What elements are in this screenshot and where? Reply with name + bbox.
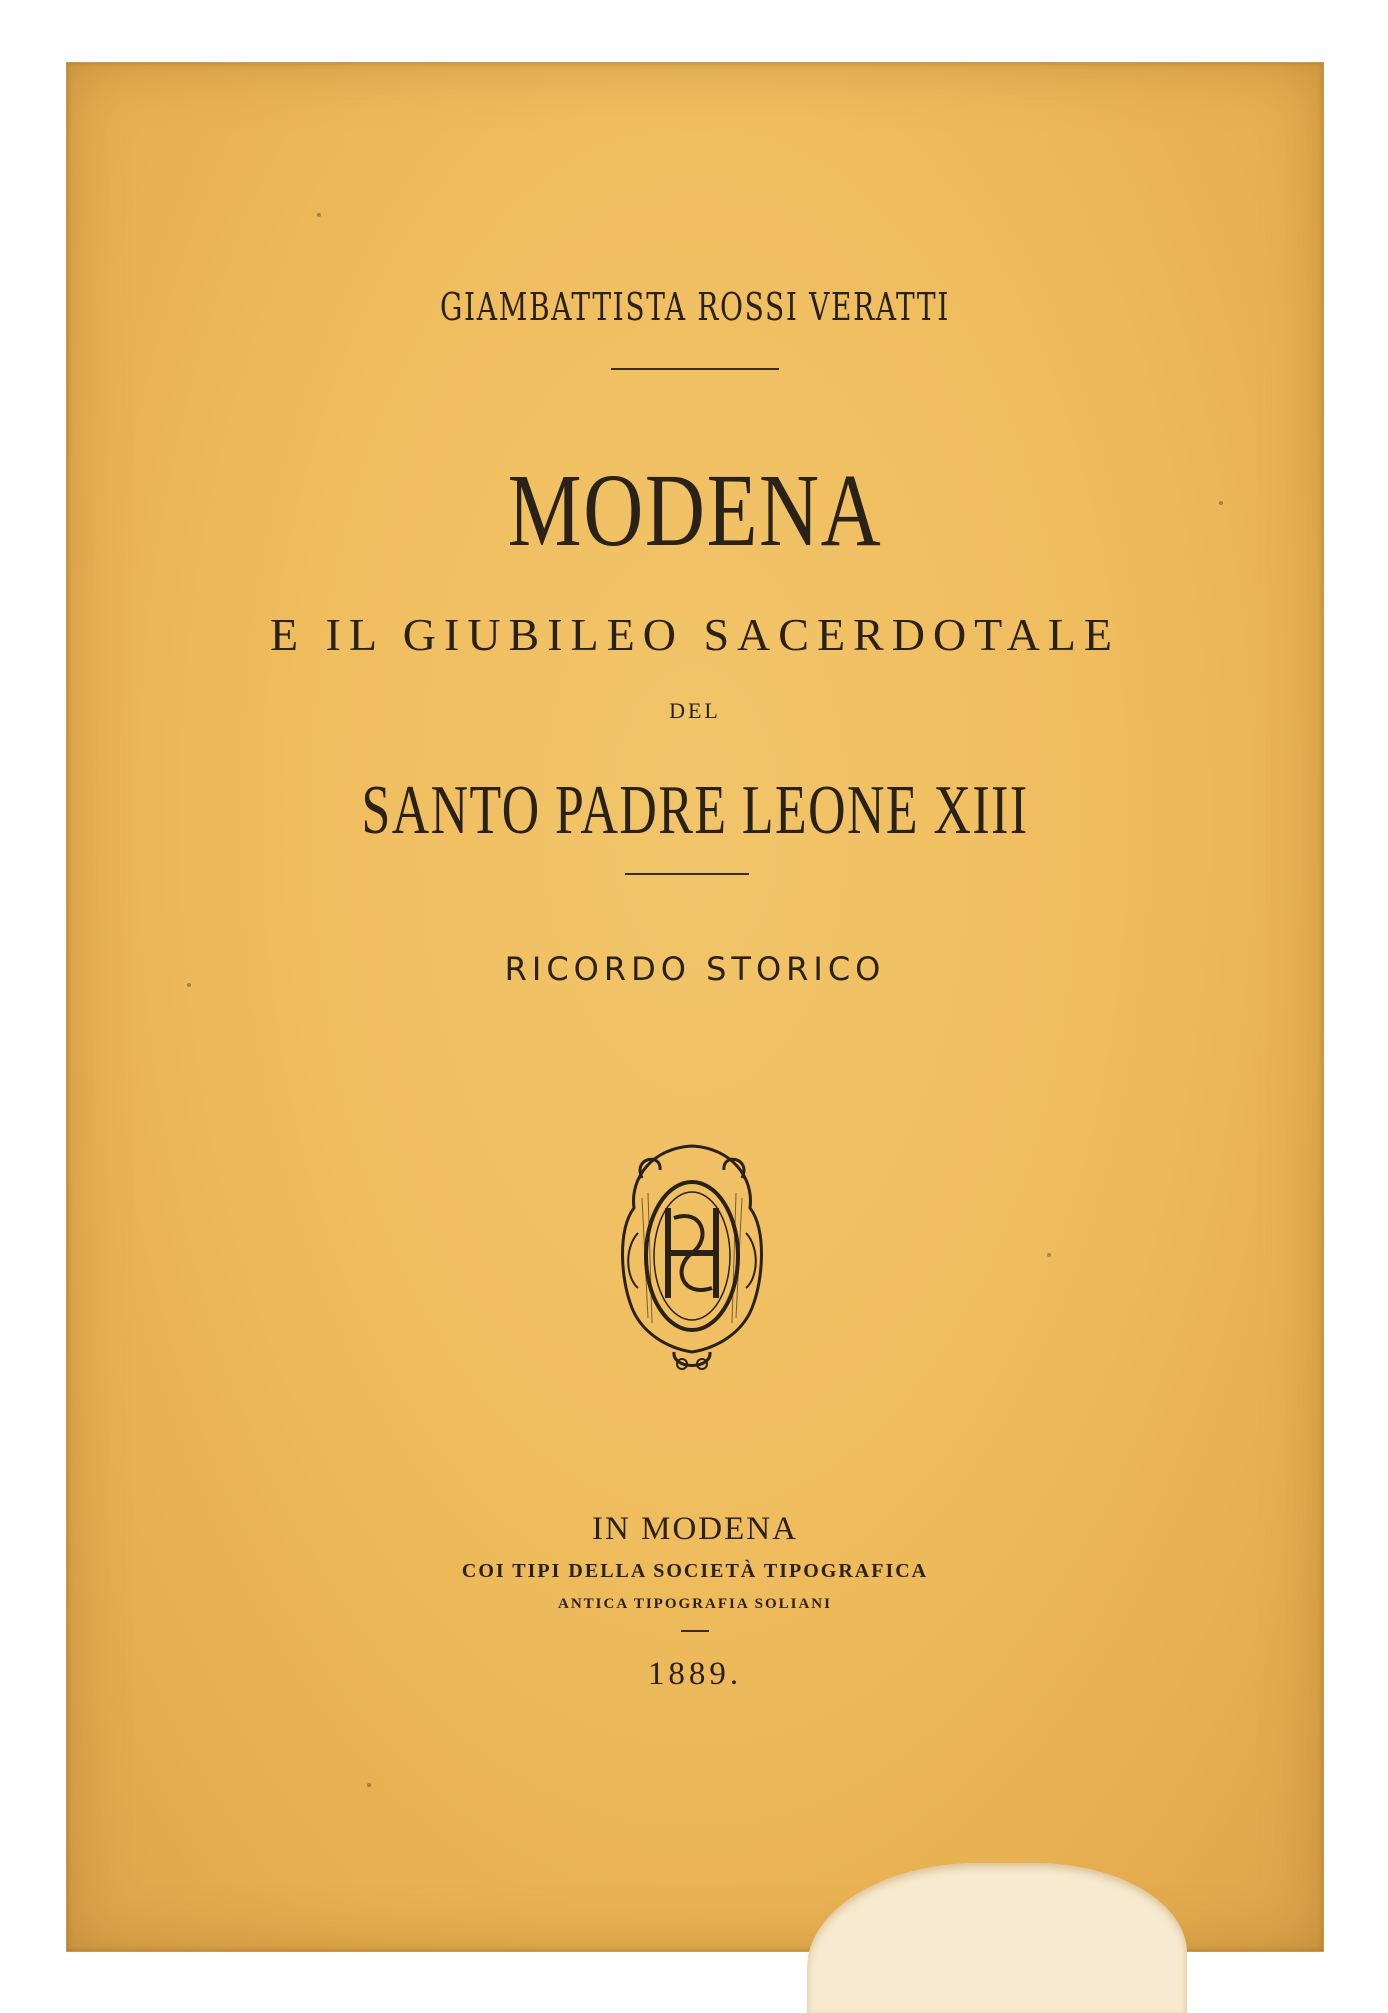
imprint-place: IN MODENA [592, 1511, 798, 1547]
book-cover [66, 62, 1324, 1952]
genre-label: RICORDO STORICO [504, 950, 886, 988]
paper-speck [317, 213, 321, 217]
paper-speck [1219, 501, 1223, 505]
imprint-printer: COI TIPI DELLA SOCIETÀ TIPOGRAFICA [461, 1560, 929, 1582]
book-title: MODENA [507, 453, 883, 568]
subtitle-connector: DEL [669, 698, 721, 723]
divider-imprint [681, 1630, 709, 1632]
paper-speck [1047, 1253, 1051, 1257]
torn-corner [807, 1863, 1187, 2013]
imprint-year: 1889. [647, 1656, 743, 1692]
pope-name: SANTO PADRE LEONE XIII [361, 772, 1029, 849]
divider-middle [625, 873, 749, 875]
author-name: GIAMBATTISTA ROSSI VERATTI [440, 285, 950, 329]
paper-speck [367, 1783, 371, 1787]
imprint-typography: ANTICA TIPOGRAFIA SOLIANI [558, 1596, 832, 1612]
divider-top [611, 368, 779, 370]
paper-speck [187, 983, 191, 987]
printer-crest-icon [612, 1138, 772, 1378]
book-subtitle: E IL GIUBILEO SACERDOTALE [269, 609, 1121, 660]
